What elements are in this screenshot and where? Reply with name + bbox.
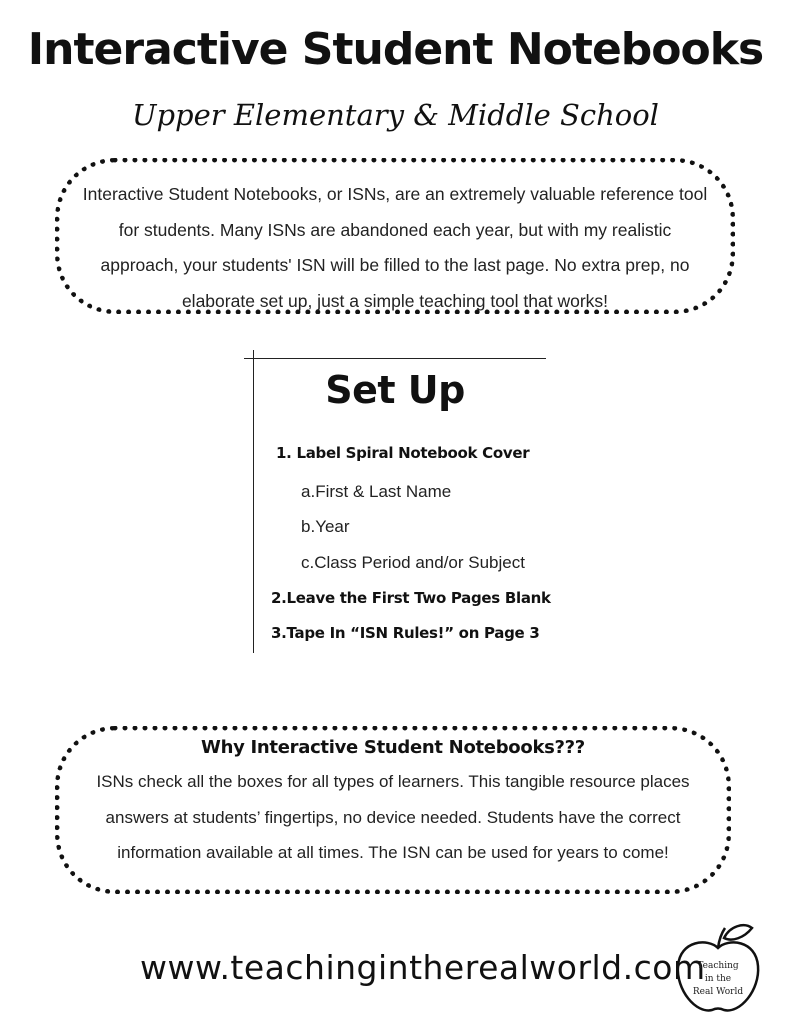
setup-step-1-item <box>301 482 451 502</box>
page-subtitle: Upper Elementary & Middle School <box>132 98 659 132</box>
list-marker: a. <box>301 482 316 501</box>
setup-title: Set Up <box>325 368 465 412</box>
website-url: www.teachingintherealworld.com <box>140 948 706 987</box>
setup-step-1-item <box>301 553 525 573</box>
list-item-text: Class Period and/or Subject <box>314 553 525 572</box>
why-text: ISNs check all the boxes for all types of learners. This tangible resource places answers at students’ fingertips, no device needed. Students have the correct information available at all times. The ISN can be used for years to come! <box>96 772 690 862</box>
apple-icon <box>668 918 768 1018</box>
logo-text-line-3: Real World <box>692 987 744 997</box>
list-marker: b. <box>301 517 316 536</box>
setup-step-1-item <box>301 517 350 537</box>
list-item-text: Year <box>315 517 350 536</box>
logo-text-line-1: Teaching <box>697 961 739 971</box>
setup-step-1: 1. Label Spiral Notebook Cover <box>276 444 530 462</box>
setup-step-3: 3.Tape In “ISN Rules!” on Page 3 <box>271 624 540 642</box>
list-marker: c. <box>301 553 315 572</box>
setup-horizontal-rule <box>244 358 546 359</box>
intro-box <box>55 158 735 314</box>
why-box <box>55 726 731 894</box>
apple-logo <box>668 918 768 1018</box>
setup-step-2: 2.Leave the First Two Pages Blank <box>271 589 551 607</box>
setup-vertical-rule <box>253 350 254 653</box>
why-heading: Why Interactive Student Notebooks??? <box>201 737 585 758</box>
intro-text: Interactive Student Notebooks, or ISNs, are an extremely valuable reference tool for students. Many ISNs are abandoned each year, but with my realistic approach, your students' ISN will be filled to the last page. No extra prep, no elaborate set up, just a simple teaching tool that works! <box>82 184 708 311</box>
list-item-text: First & Last Name <box>315 482 452 501</box>
page-title: Interactive Student Notebooks <box>27 24 764 75</box>
logo-text-line-2: in the <box>704 974 732 984</box>
